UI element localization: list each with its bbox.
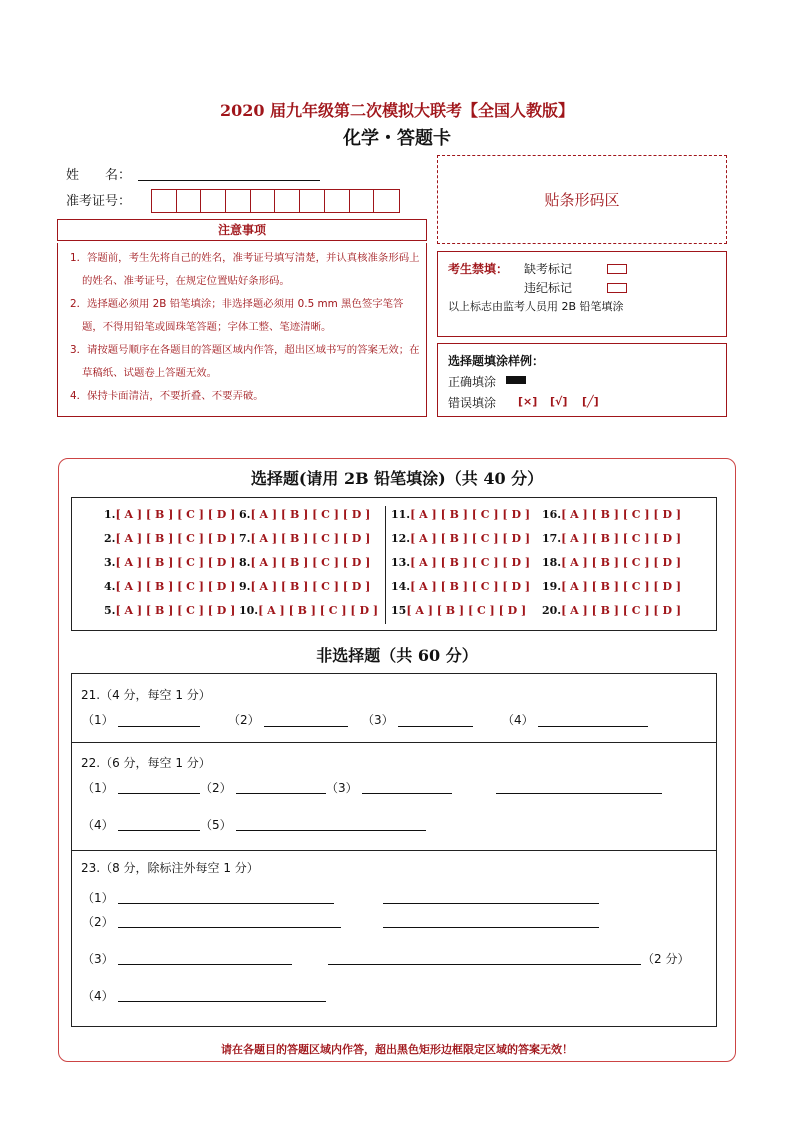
- blank-label: （3）: [326, 781, 358, 795]
- id-digit-box[interactable]: [226, 190, 251, 212]
- blank-label: （4）: [82, 818, 114, 832]
- name-field[interactable]: [138, 180, 320, 181]
- question-number: 14.: [391, 580, 411, 593]
- answer-line[interactable]: [118, 793, 200, 794]
- mcq-question[interactable]: [104, 508, 235, 521]
- violation-mark[interactable]: [607, 283, 627, 293]
- absent-label: 缺考标记: [524, 262, 573, 276]
- answer-line[interactable]: [118, 964, 292, 965]
- blank-label: （3）: [362, 713, 394, 727]
- answer-line[interactable]: [236, 793, 326, 794]
- fill-sample-box: [437, 343, 727, 417]
- q21-head: 21.（4 分，每空 1 分）: [81, 688, 211, 702]
- blank-label: （2）: [228, 713, 260, 727]
- answer-options[interactable]: [ A ] [ B ] [ C ] [ D ]: [115, 532, 236, 545]
- mcq-divider: [385, 506, 386, 624]
- mcq-question[interactable]: [239, 604, 378, 617]
- mcq-question[interactable]: [542, 556, 681, 569]
- question-number: 10.: [239, 604, 259, 617]
- card-title: 2020 届九年级第二次模拟大联考【全国人教版】: [219, 101, 575, 120]
- mcq-question[interactable]: [104, 532, 235, 545]
- answer-options[interactable]: [ A ] [ B ] [ C ] [ D ]: [561, 508, 682, 521]
- notice-item: 2．选择题必须用 2B 铅笔填涂；非选择题必须用 0.5 mm 黑色签字笔答题，不得用铅笔或圆珠笔答题；字体工整、笔迹清晰。: [70, 298, 404, 333]
- correct-fill-sample: [506, 376, 526, 384]
- question-number: 19.: [542, 580, 562, 593]
- id-digit-box[interactable]: [201, 190, 226, 212]
- card-subtitle: 化学・答题卡: [343, 128, 451, 149]
- notice-item: 1．答题前，考生先将自己的姓名，准考证号填写清楚，并认真核准条形码上的姓名、准考证号，在规定位置贴好条形码。: [70, 252, 420, 287]
- answer-line[interactable]: [118, 830, 200, 831]
- answer-line[interactable]: [118, 1001, 326, 1002]
- question-number: 17.: [542, 532, 562, 545]
- answer-line[interactable]: [118, 927, 341, 928]
- footer-warning: 请在各题目的答题区域内作答，超出黑色矩形边框限定区域的答案无效！: [221, 1043, 573, 1056]
- violation-label: 违纪标记: [524, 281, 573, 295]
- answer-options[interactable]: [ A ] [ B ] [ C ] [ D ]: [561, 604, 682, 617]
- mcq-question[interactable]: [104, 556, 235, 569]
- q21-box: [71, 673, 717, 743]
- id-digit-box[interactable]: [152, 190, 177, 212]
- notice-item: 4．保持卡面清洁，不要折叠、不要弄破。: [70, 390, 264, 402]
- question-number: 11.: [391, 508, 411, 521]
- barcode-area: [437, 155, 727, 244]
- barcode-label: 贴条形码区: [544, 191, 620, 209]
- id-digit-box[interactable]: [251, 190, 276, 212]
- nonmcq-title: 非选择题（共 60 分）: [316, 646, 478, 665]
- answer-options[interactable]: [ A ] [ B ] [ C ] [ D ]: [410, 508, 531, 521]
- answer-line[interactable]: [264, 726, 348, 727]
- mcq-question[interactable]: [542, 532, 681, 545]
- name-label: 姓 名：: [66, 168, 132, 183]
- ban-note: 以上标志由监考人员用 2B 铅笔填涂: [448, 300, 624, 313]
- mcq-grid: [71, 497, 717, 631]
- answer-options[interactable]: [ A ] [ B ] [ C ] [ D ]: [115, 580, 236, 593]
- mcq-question[interactable]: [391, 508, 530, 521]
- ban-label: 考生禁填：: [448, 262, 509, 276]
- question-number: 2.: [104, 532, 116, 545]
- mcq-question[interactable]: [239, 508, 370, 521]
- answer-line[interactable]: [538, 726, 648, 727]
- question-number: 7.: [239, 532, 251, 545]
- notice-heading: 注意事项: [57, 219, 427, 241]
- mcq-question[interactable]: [104, 604, 235, 617]
- question-number: 16.: [542, 508, 562, 521]
- answer-options[interactable]: [ A ] [ B ] [ C ] [ D ]: [115, 508, 236, 521]
- id-digit-box[interactable]: [300, 190, 325, 212]
- mcq-question[interactable]: [391, 580, 530, 593]
- question-number: 18.: [542, 556, 562, 569]
- mcq-question[interactable]: [239, 532, 370, 545]
- answer-options[interactable]: [ A ] [ B ] [ C ] [ D ]: [250, 532, 371, 545]
- question-number: 12.: [391, 532, 411, 545]
- blank-label: （4）: [82, 989, 114, 1003]
- exam-staff-box: [437, 251, 727, 337]
- absent-mark[interactable]: [607, 264, 627, 274]
- question-number: 5.: [104, 604, 116, 617]
- answer-options[interactable]: [ A ] [ B ] [ C ] [ D ]: [410, 580, 531, 593]
- q22-box: [71, 742, 717, 851]
- blank-label: （5）: [200, 818, 232, 832]
- notice-body: [57, 243, 427, 417]
- mcq-question[interactable]: [391, 532, 530, 545]
- q23-head: 23.（8 分，除标注外每空 1 分）: [81, 861, 259, 875]
- question-number: 15: [391, 604, 407, 617]
- mcq-question[interactable]: [542, 604, 681, 617]
- id-number-boxes[interactable]: [151, 189, 400, 213]
- question-number: 4.: [104, 580, 116, 593]
- answer-options[interactable]: [ A ] [ B ] [ C ] [ D ]: [410, 556, 531, 569]
- answer-line[interactable]: [328, 964, 641, 965]
- blank-label: （1）: [82, 713, 114, 727]
- answer-line[interactable]: [236, 830, 426, 831]
- answer-options[interactable]: [ A ] [ B ] [ C ] [ D ]: [258, 604, 379, 617]
- blank-label: （1）: [82, 781, 114, 795]
- id-digit-box[interactable]: [177, 190, 202, 212]
- correct-label: 正确填涂: [448, 375, 497, 389]
- points-note: （2 分）: [642, 952, 690, 966]
- wrong-mark: [×]: [518, 395, 538, 408]
- answer-options[interactable]: [ A ] [ B ] [ C ] [ D ]: [561, 532, 682, 545]
- mcq-question[interactable]: [391, 604, 526, 617]
- answer-line[interactable]: [383, 927, 599, 928]
- blank-label: （1）: [82, 891, 114, 905]
- answer-options[interactable]: [ A ] [ B ] [ C ] [ D ]: [406, 604, 527, 617]
- question-number: 20.: [542, 604, 562, 617]
- answer-line[interactable]: [496, 793, 662, 794]
- blank-label: （4）: [502, 713, 534, 727]
- mcq-question[interactable]: [239, 556, 370, 569]
- blank-label: （2）: [200, 781, 232, 795]
- id-digit-box[interactable]: [374, 190, 399, 212]
- q22-head: 22.（6 分，每空 1 分）: [81, 756, 211, 770]
- wrong-label: 错误填涂: [448, 396, 497, 410]
- q23-box: [71, 850, 717, 1027]
- mcq-question[interactable]: [104, 580, 235, 593]
- notice-item: 3．请按题号顺序在各题目的答题区域内作答，超出区域书写的答案无效；在草稿纸、试题卷上答题无效。: [70, 344, 420, 379]
- mcq-question[interactable]: [542, 580, 681, 593]
- answer-line[interactable]: [362, 793, 452, 794]
- answer-options[interactable]: [ A ] [ B ] [ C ] [ D ]: [250, 580, 371, 593]
- answer-line[interactable]: [118, 726, 200, 727]
- mcq-question[interactable]: [542, 508, 681, 521]
- id-digit-box[interactable]: [350, 190, 375, 212]
- answer-options[interactable]: [ A ] [ B ] [ C ] [ D ]: [561, 580, 682, 593]
- answer-options[interactable]: [ A ] [ B ] [ C ] [ D ]: [250, 556, 371, 569]
- question-number: 8.: [239, 556, 251, 569]
- question-number: 3.: [104, 556, 116, 569]
- wrong-mark: [√]: [550, 395, 568, 408]
- mcq-question[interactable]: [239, 580, 370, 593]
- answer-options[interactable]: [ A ] [ B ] [ C ] [ D ]: [561, 556, 682, 569]
- answer-options[interactable]: [ A ] [ B ] [ C ] [ D ]: [115, 604, 236, 617]
- question-number: 9.: [239, 580, 251, 593]
- answer-options[interactable]: [ A ] [ B ] [ C ] [ D ]: [115, 556, 236, 569]
- answer-line[interactable]: [398, 726, 473, 727]
- id-digit-box[interactable]: [275, 190, 300, 212]
- answer-line[interactable]: [383, 903, 599, 904]
- question-number: 1.: [104, 508, 116, 521]
- mcq-title: 选择题(请用 2B 铅笔填涂)（共 40 分）: [250, 469, 544, 488]
- id-label: 准考证号：: [66, 194, 132, 209]
- mcq-question[interactable]: [391, 556, 530, 569]
- question-number: 6.: [239, 508, 251, 521]
- question-number: 13.: [391, 556, 411, 569]
- id-digit-box[interactable]: [325, 190, 350, 212]
- blank-label: （2）: [82, 915, 114, 929]
- answer-options[interactable]: [ A ] [ B ] [ C ] [ D ]: [410, 532, 531, 545]
- sample-title: 选择题填涂样例：: [448, 354, 545, 368]
- answer-line[interactable]: [118, 903, 334, 904]
- wrong-mark: [╱]: [582, 395, 599, 408]
- blank-label: （3）: [82, 952, 114, 966]
- answer-options[interactable]: [ A ] [ B ] [ C ] [ D ]: [250, 508, 371, 521]
